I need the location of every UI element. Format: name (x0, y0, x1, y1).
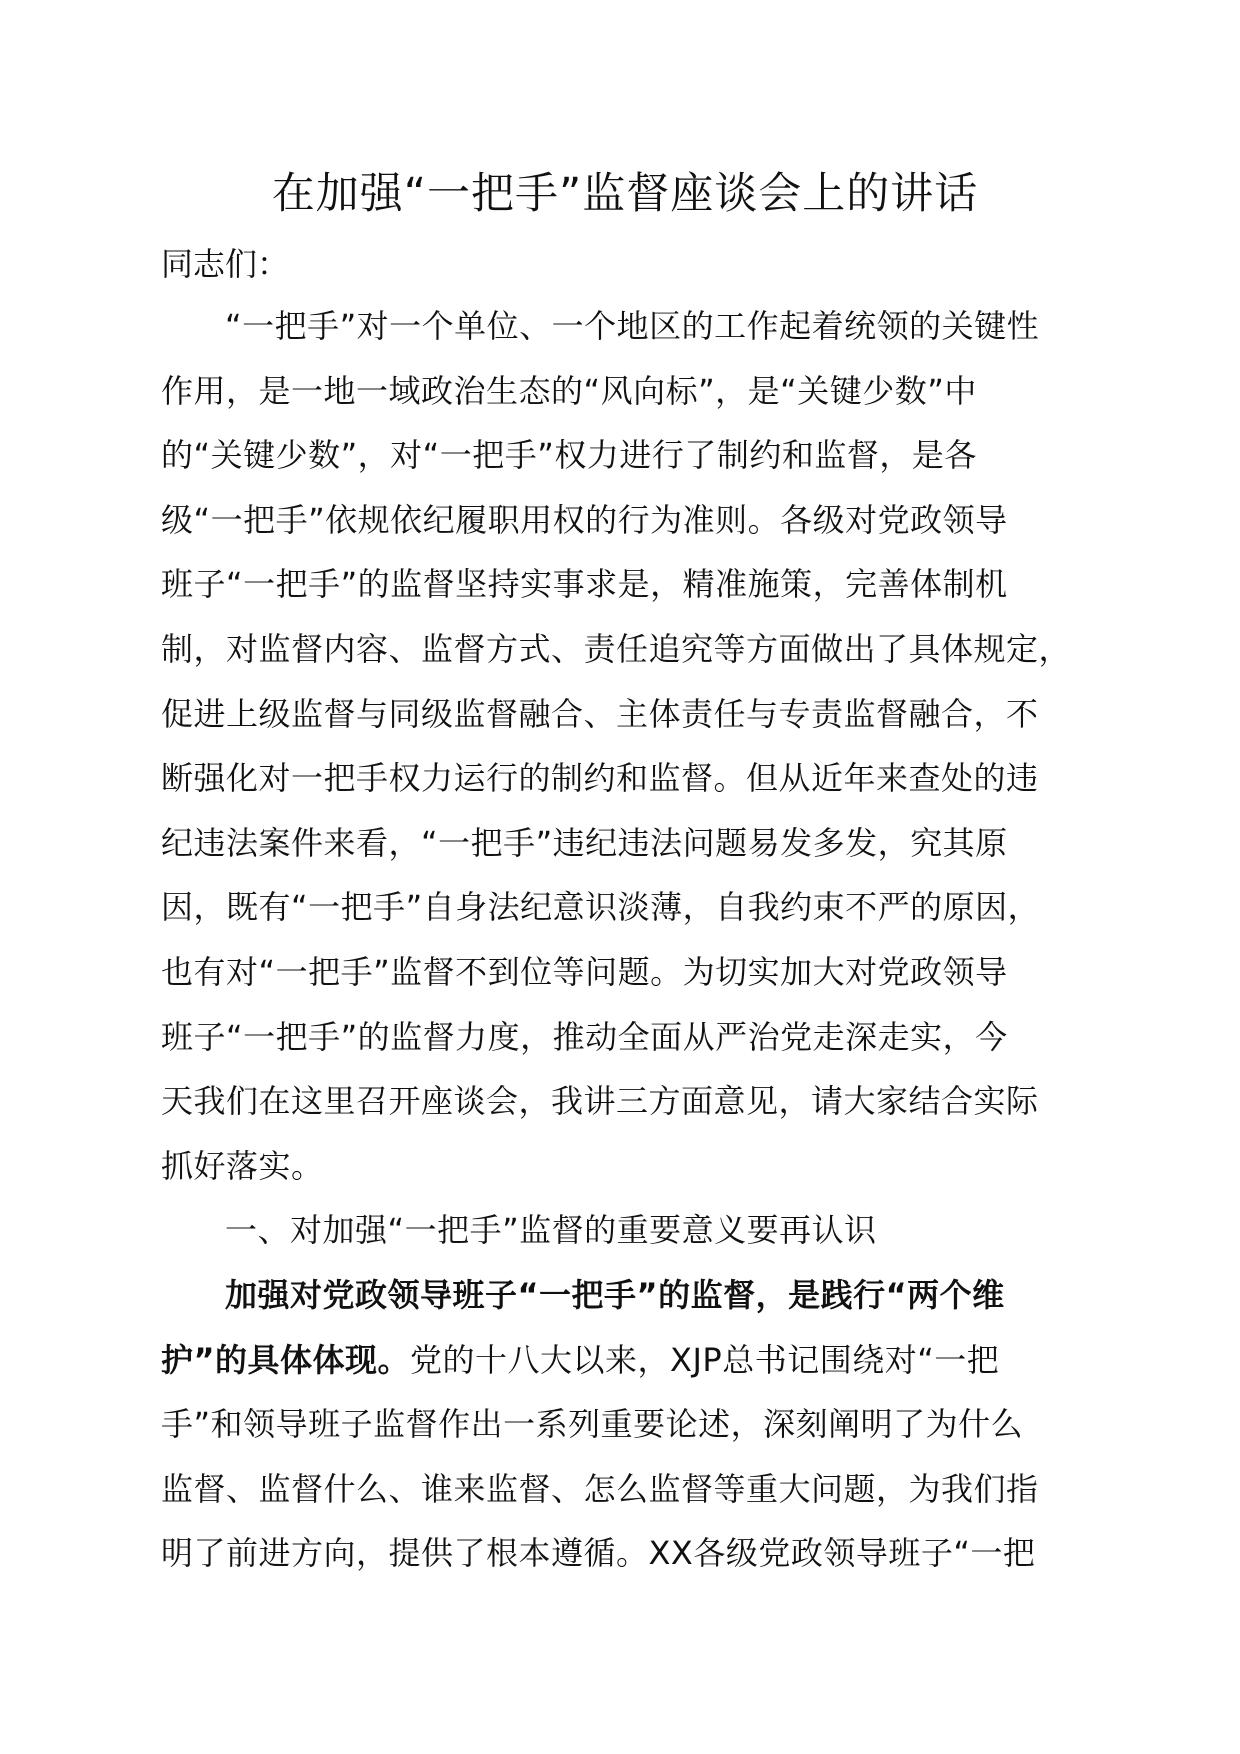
body-line: 明了前进方向，提供了根本遵循。XX各级党政领导班子“一把 (161, 1534, 1036, 1573)
section-heading: 一、对加强“一把手”监督的重要意义要再认识 (225, 1211, 877, 1250)
body-line: 促进上级监督与同级监督融合、主体责任与专责监督融合，不 (161, 694, 1039, 733)
body-line: 纪违法案件来看，“一把手”违纪违法问题易发多发，究其原 (161, 823, 1008, 862)
salutation: 同志们： (161, 245, 290, 283)
body-line: 的“关键少数”，对“一把手”权力进行了制约和监督，是各 (161, 436, 977, 475)
body-line: 监督、监督什么、谁来监督、怎么监督等重大问题，为我们指 (161, 1469, 1039, 1508)
body-line: 抓好落实。 (161, 1146, 324, 1185)
body-line: 作用，是一地一域政治生态的“风向标”，是“关键少数”中 (161, 371, 977, 410)
body-line: 天我们在这里召开座谈会，我讲三方面意见，请大家结合实际 (161, 1082, 1039, 1121)
document-title: 在加强“一把手”监督座谈会上的讲话 (271, 169, 979, 219)
para2-bold-lead: 加强对党政领导班子“一把手”的监督，是践行“两个维 (225, 1275, 1005, 1314)
para2-line-rest: 党的十八大以来，XJP总书记围绕对“一把 (410, 1340, 1000, 1379)
para2-bold-tail: 护”的具体体现。 (161, 1340, 411, 1379)
body-line: “一把手”对一个单位、一个地区的工作起着统领的关键性 (225, 307, 1040, 345)
body-line: 断强化对一把手权力运行的制约和监督。但从近年来查处的违 (161, 759, 1039, 798)
body-line: 也有对“一把手”监督不到位等问题。为切实加大对党政领导 (161, 952, 1008, 991)
body-line: 班子“一把手”的监督坚持实事求是，精准施策，完善体制机 (161, 565, 1008, 604)
body-line: 手”和领导班子监督作出一系列重要论述，深刻阐明了为什么 (161, 1405, 1024, 1444)
document-body (161, 294, 1121, 1586)
body-line: 级“一把手”依规依纪履职用权的行为准则。各级对党政领导 (161, 500, 1008, 539)
para2-line (161, 1328, 1121, 1393)
body-line: 班子“一把手”的监督力度，推动全面从严治党走深走实，今 (161, 1017, 1008, 1056)
body-line: 因，既有“一把手”自身法纪意识淡薄，自我约束不严的原因， (161, 888, 1041, 927)
body-line: 制，对监督内容、监督方式、责任追究等方面做出了具体规定， (161, 629, 1072, 668)
